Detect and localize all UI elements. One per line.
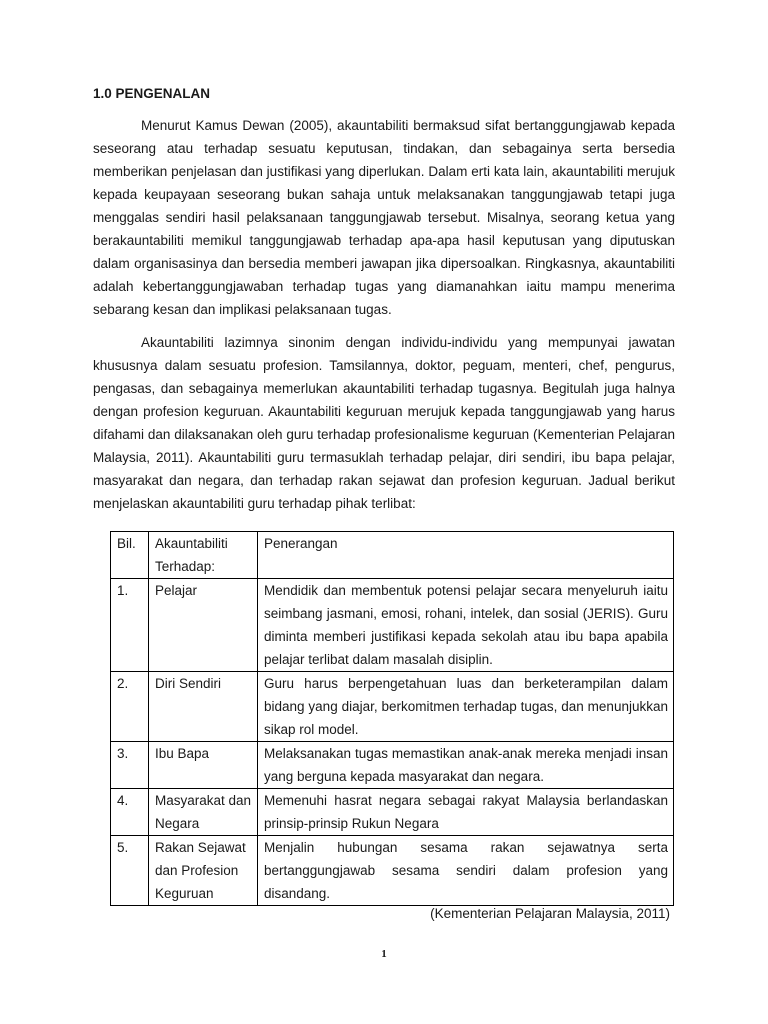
- table-source-citation: (Kementerian Pelajaran Malaysia, 2011): [430, 906, 670, 921]
- table-row: [111, 672, 674, 742]
- table-row: [111, 836, 674, 906]
- cell-bil: 5.: [111, 836, 149, 906]
- table-row: [111, 789, 674, 836]
- header-cell-akauntabiliti: Akauntabiliti Terhadap:: [149, 532, 258, 579]
- cell-pihak: Diri Sendiri: [149, 672, 258, 742]
- cell-pihak: Ibu Bapa: [149, 742, 258, 789]
- header-cell-bil: Bil.: [111, 532, 149, 579]
- cell-penerangan: Memenuhi hasrat negara sebagai rakyat Malaysia berlandaskan prinsip-prinsip Rukun Negara: [258, 789, 674, 836]
- cell-penerangan: Melaksanakan tugas memastikan anak-anak mereka menjadi insan yang berguna kepada masyarakat dan negara.: [258, 742, 674, 789]
- document-body: [93, 84, 675, 525]
- cell-bil: 1.: [111, 579, 149, 672]
- table-row: [111, 742, 674, 789]
- cell-bil: 3.: [111, 742, 149, 789]
- cell-bil: 4.: [111, 789, 149, 836]
- accountability-table: [110, 531, 674, 906]
- section-heading: 1.0 PENGENALAN: [93, 86, 211, 101]
- cell-pihak: Pelajar: [149, 579, 258, 672]
- table-row: [111, 579, 674, 672]
- cell-bil: 2.: [111, 672, 149, 742]
- table-header-row: [111, 532, 674, 579]
- paragraph: Akauntabiliti lazimnya sinonim dengan individu-individu yang mempunyai jawatan khususnya dalam sesuatu profesion. Tamsilannya, doktor, peguam, menteri, chef, pengurus, pengasas, dan sebagainya memerlukan akauntabiliti terhadap tugasnya. Begitulah juga halnya dengan profesion keguruan. Akauntabiliti keguruan merujuk kepada tanggungjawab yang harus difahami dan dilaksanakan oleh guru terhadap profesionalisme keguruan (Kementerian Pelajaran Malaysia, 2011). Akauntabiliti guru termasuklah terhadap pelajar, diri sendiri, ibu bapa pelajar, masyarakat dan negara, dan terhadap rakan sejawat dan profesion keguruan. Jadual berikut menjelaskan akauntabiliti guru terhadap pihak terlibat:: [93, 335, 675, 511]
- cell-pihak: Masyarakat dan Negara: [149, 789, 258, 836]
- cell-penerangan: Menjalin hubungan sesama rakan sejawatnya serta bertanggungjawab sesama sendiri dalam profesion yang disandang.: [258, 836, 674, 906]
- cell-penerangan: Mendidik dan membentuk potensi pelajar secara menyeluruh iaitu seimbang jasmani, emosi, rohani, intelek, dan sosial (JERIS). Guru diminta memberi justifikasi kepada sekolah atau ibu bapa apabila pelajar terlibat dalam masalah disiplin.: [258, 579, 674, 672]
- cell-pihak: Rakan Sejawat dan Profesion Keguruan: [149, 836, 258, 906]
- page-number: 1: [381, 948, 387, 960]
- paragraph: Menurut Kamus Dewan (2005), akauntabiliti bermaksud sifat bertanggungjawab kepada seseorang atau terhadap sesuatu keputusan, tindakan, dan sebagainya serta bersedia memberikan penjelasan dan justifikasi yang diperlukan. Dalam erti kata lain, akauntabiliti merujuk kepada keupayaan seseorang bukan sahaja untuk melaksanakan tanggungjawab tetapi juga menggalas sendiri hasil pelaksanaan tanggungjawab tersebut. Misalnya, seorang ketua yang berakauntabiliti memikul tanggungjawab terhadap apa-apa hasil keputusan yang diputuskan dalam organisasinya dan bersedia memberi jawapan jika dipersoalkan. Ringkasnya, akauntabiliti adalah kebertanggungjawaban terhadap tugas yang diamanahkan iaitu mampu menerima sebarang kesan dan implikasi pelaksanaan tugas.: [93, 118, 675, 317]
- header-cell-penerangan: Penerangan: [258, 532, 674, 579]
- cell-penerangan: Guru harus berpengetahuan luas dan berketerampilan dalam bidang yang diajar, berkomitmen terhadap tugas, dan menunjukkan sikap rol model.: [258, 672, 674, 742]
